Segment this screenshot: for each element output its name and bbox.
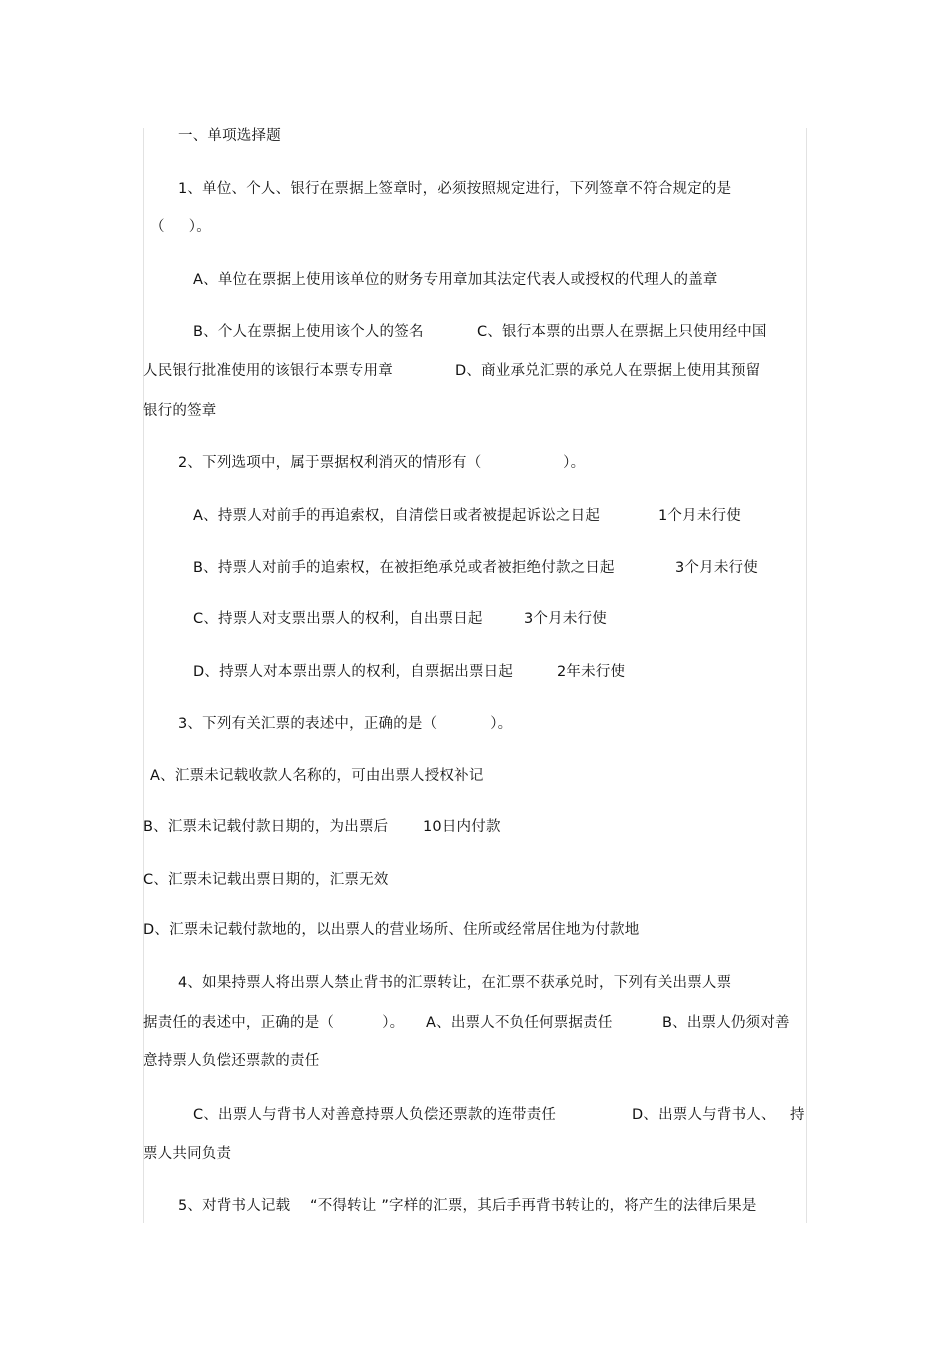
question-4-option-d-cont-b: 票人共同负责 <box>143 1146 232 1162</box>
question-2-option-d-tail: 2年未行使 <box>557 664 626 680</box>
question-5-stem: 5、对背书人记载 <box>178 1198 291 1214</box>
question-4-option-c: C、出票人与背书人对善意持票人负偿还票款的连带责任 <box>193 1107 557 1123</box>
question-2-option-c-tail: 3个月未行使 <box>524 611 607 627</box>
question-4-option-d-cont-a: 持 <box>790 1107 805 1123</box>
question-1-stem-cont: （ ）。 <box>150 219 211 235</box>
question-2-option-b-tail: 3个月未行使 <box>675 560 758 576</box>
question-2-stem: 2、下列选项中，属于票据权利消灭的情形有（ ）。 <box>178 455 586 471</box>
section-title: 一、单项选择题 <box>178 128 281 144</box>
question-3-option-b-tail: 10日内付款 <box>423 819 501 835</box>
question-3-option-a: A、汇票未记载收款人名称的，可由出票人授权补记 <box>150 768 484 784</box>
question-1-option-a: A、单位在票据上使用该单位的财务专用章加其法定代表人或授权的代理人的盖章 <box>193 272 718 288</box>
question-4-stem-cont: 据责任的表述中，正确的是（ ）。 <box>143 1015 405 1031</box>
question-4-stem: 4、如果持票人将出票人禁止背书的汇票转让，在汇票不获承兑时，下列有关出票人票 <box>178 975 732 991</box>
question-4-option-d: D、出票人与背书人、 <box>632 1107 776 1123</box>
question-1-stem: 1、单位、个人、银行在票据上签章时，必须按照规定进行，下列签章不符合规定的是 <box>178 181 732 197</box>
question-3-option-c: C、汇票未记载出票日期的，汇票无效 <box>143 872 389 888</box>
question-2-option-a-tail: 1个月未行使 <box>658 508 741 524</box>
question-5-stem-cont: “不得转让 ”字样的汇票，其后手再背书转让的，将产生的法律后果是 <box>310 1198 757 1214</box>
question-3-option-b: B、汇票未记载付款日期的，为出票后 <box>143 819 389 835</box>
question-1-option-d-cont: 银行的签章 <box>143 403 217 419</box>
question-1-option-b: B、个人在票据上使用该个人的签名 <box>193 324 424 340</box>
question-3-stem: 3、下列有关汇票的表述中，正确的是（ ）。 <box>178 716 513 732</box>
question-4-option-b: B、出票人仍须对善 <box>662 1015 790 1031</box>
question-1-option-d: D、商业承兑汇票的承兑人在票据上使用其预留 <box>455 363 761 379</box>
question-4-option-a: A、出票人不负任何票据责任 <box>426 1015 613 1031</box>
question-1-option-c: C、银行本票的出票人在票据上只使用经中国 <box>477 324 767 340</box>
question-1-option-c-cont: 人民银行批准使用的该银行本票专用章 <box>143 363 393 379</box>
question-2-option-d: D、持票人对本票出票人的权利，自票据出票日起 <box>193 664 514 680</box>
question-2-option-c: C、持票人对支票出票人的权利，自出票日起 <box>193 611 483 627</box>
question-2-option-b: B、持票人对前手的追索权，在被拒绝承兑或者被拒绝付款之日起 <box>193 560 615 576</box>
question-2-option-a: A、持票人对前手的再追索权，自清偿日或者被提起诉讼之日起 <box>193 508 601 524</box>
page-margin-right-rule <box>806 128 807 1223</box>
question-4-option-b-cont: 意持票人负偿还票款的责任 <box>143 1053 320 1069</box>
question-3-option-d: D、汇票未记载付款地的，以出票人的营业场所、住所或经常居住地为付款地 <box>143 922 640 938</box>
